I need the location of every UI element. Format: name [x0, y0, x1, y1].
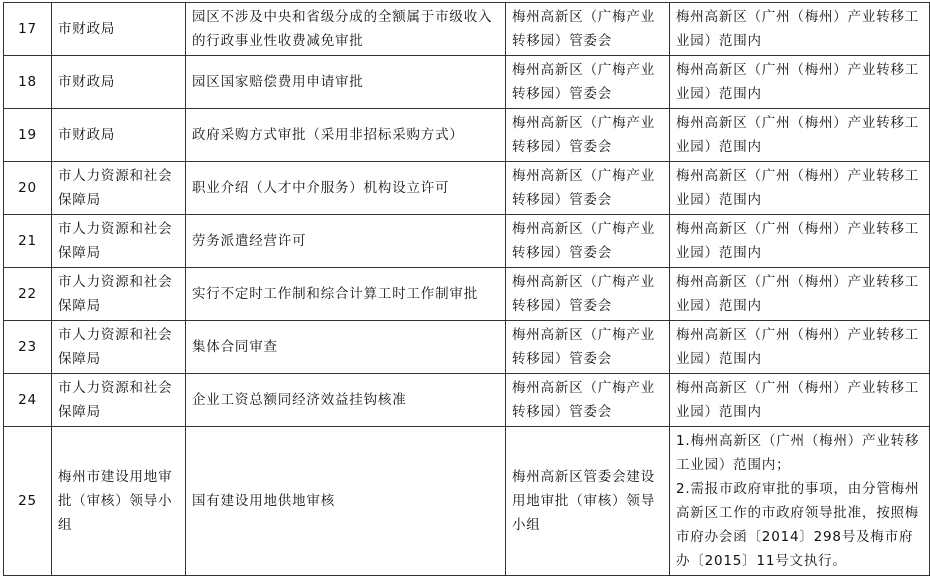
implementing-body-cell: 梅州高新区（广梅产业转移园）管委会	[506, 374, 670, 427]
department-cell: 市人力资源和社会保障局	[52, 374, 186, 427]
row-number: 24	[4, 374, 52, 427]
approval-item-cell: 职业介绍（人才中介服务）机构设立许可	[186, 162, 506, 215]
scope-cell	[670, 427, 930, 576]
row-number: 25	[4, 427, 52, 576]
approval-item-cell: 政府采购方式审批（采用非招标采购方式）	[186, 109, 506, 162]
approval-item-cell: 实行不定时工作制和综合计算工时工作制审批	[186, 268, 506, 321]
row-number: 18	[4, 56, 52, 109]
table-row	[4, 56, 930, 109]
scope-cell: 梅州高新区（广州（梅州）产业转移工业园）范围内	[670, 374, 930, 427]
department-cell: 市人力资源和社会保障局	[52, 215, 186, 268]
table-row	[4, 109, 930, 162]
implementing-body-cell: 梅州高新区（广梅产业转移园）管委会	[506, 268, 670, 321]
table-row	[4, 268, 930, 321]
approval-item-cell: 集体合同审查	[186, 321, 506, 374]
row-number: 22	[4, 268, 52, 321]
scope-cell: 梅州高新区（广州（梅州）产业转移工业园）范围内	[670, 268, 930, 321]
scope-cell: 梅州高新区（广州（梅州）产业转移工业园）范围内	[670, 56, 930, 109]
table-row	[4, 3, 930, 56]
department-cell: 市人力资源和社会保障局	[52, 321, 186, 374]
row-number: 21	[4, 215, 52, 268]
approval-items-table	[3, 2, 930, 576]
implementing-body-cell: 梅州高新区（广梅产业转移园）管委会	[506, 109, 670, 162]
approval-item-cell: 园区不涉及中央和省级分成的全额属于市级收入的行政事业性收费减免审批	[186, 3, 506, 56]
table-row	[4, 427, 930, 576]
approval-item-cell: 劳务派遣经营许可	[186, 215, 506, 268]
implementing-body-cell: 梅州高新区（广梅产业转移园）管委会	[506, 162, 670, 215]
implementing-body-cell: 梅州高新区（广梅产业转移园）管委会	[506, 321, 670, 374]
department-cell: 梅州市建设用地审批（审核）领导小组	[52, 427, 186, 576]
department-cell: 市财政局	[52, 56, 186, 109]
implementing-body-cell: 梅州高新区（广梅产业转移园）管委会	[506, 3, 670, 56]
table-row	[4, 162, 930, 215]
row-number: 20	[4, 162, 52, 215]
scope-cell: 梅州高新区（广州（梅州）产业转移工业园）范围内	[670, 109, 930, 162]
scope-cell: 梅州高新区（广州（梅州）产业转移工业园）范围内	[670, 3, 930, 56]
approval-item-cell: 企业工资总额同经济效益挂钩核准	[186, 374, 506, 427]
department-cell: 市人力资源和社会保障局	[52, 162, 186, 215]
row-number: 17	[4, 3, 52, 56]
department-cell: 市人力资源和社会保障局	[52, 268, 186, 321]
scope-line: 1.梅州高新区（广州（梅州）产业转移工业园）范围内；	[676, 433, 920, 473]
scope-cell: 梅州高新区（广州（梅州）产业转移工业园）范围内	[670, 321, 930, 374]
department-cell: 市财政局	[52, 3, 186, 56]
implementing-body-cell: 梅州高新区（广梅产业转移园）管委会	[506, 215, 670, 268]
scope-cell: 梅州高新区（广州（梅州）产业转移工业园）范围内	[670, 162, 930, 215]
table-row	[4, 321, 930, 374]
scope-line: 2.需报市政府审批的事项，由分管梅州高新区工作的市政府领导批准，按照梅市府办会函〔2014〕298号及梅市府办〔2015〕11号文执行。	[676, 481, 920, 569]
row-number: 19	[4, 109, 52, 162]
approval-item-cell: 园区国家赔偿费用申请审批	[186, 56, 506, 109]
department-cell: 市财政局	[52, 109, 186, 162]
implementing-body-cell: 梅州高新区（广梅产业转移园）管委会	[506, 56, 670, 109]
approval-item-cell: 国有建设用地供地审核	[186, 427, 506, 576]
table-row	[4, 374, 930, 427]
table-row	[4, 215, 930, 268]
scope-cell: 梅州高新区（广州（梅州）产业转移工业园）范围内	[670, 215, 930, 268]
implementing-body-cell: 梅州高新区管委会建设用地审批（审核）领导小组	[506, 427, 670, 576]
row-number: 23	[4, 321, 52, 374]
